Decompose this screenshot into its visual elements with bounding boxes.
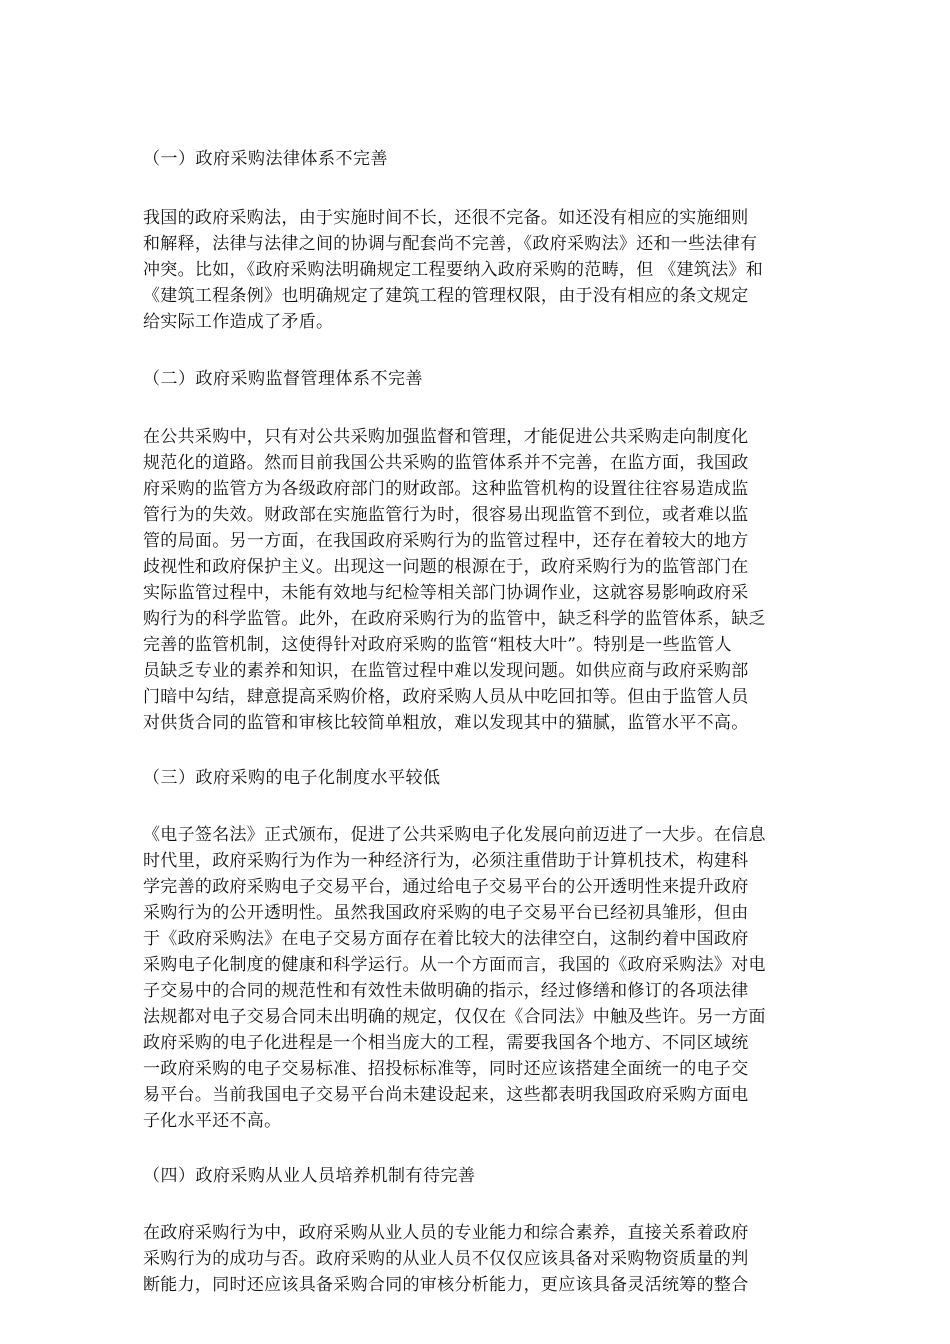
section-heading-3: （三）政府采购的电子化制度水平较低: [143, 768, 441, 788]
text-line: 给实际工作造成了矛盾。: [143, 312, 334, 332]
text-line: 易平台。当前我国电子交易平台尚未建设起来，这些都表明我国政府采购方面电: [143, 1085, 749, 1105]
text-line: 一政府采购的电子交易标准、招投标标准等，同时还应该搭建全面统一的电子交: [143, 1059, 749, 1079]
text-line: 时代里，政府采购行为作为一种经济行为，必须注重借助于计算机技术，构建科: [143, 851, 749, 871]
text-line: 法规都对电子交易合同未出明确的规定，仅仅在《合同法》中触及些许。另一方面: [143, 1007, 766, 1027]
text-line: 政府采购的电子化进程是一个相当庞大的工程，需要我国各个地方、不同区域统: [143, 1033, 749, 1053]
paragraph-2: [143, 424, 803, 736]
text-line: 冲突。比如，《政府采购法明确规定工程要纳入政府采购的范畴，但 《建筑法》和: [143, 260, 764, 280]
section-heading-1: （一）政府采购法律体系不完善: [143, 149, 388, 169]
text-line: 《电子签名法》正式颁布，促进了公共采购电子化发展向前迈进了一大步。在信息: [143, 825, 766, 845]
text-line: 和解释，法律与法律之间的协调与配套尚不完善，《政府采购法》还和一些法律有: [143, 234, 758, 254]
text-line: 于《政府采购法》在电子交易方面存在着比较大的法律空白，这制约着中国政府: [143, 929, 749, 949]
text-line: 规范化的道路。然而目前我国公共采购的监管体系并不完善，在监方面，我国政: [143, 453, 749, 473]
text-line: 实际监管过程中，未能有效地与纪检等相关部门协调作业，这就容易影响政府采: [143, 583, 749, 603]
text-line: 购行为的科学监管。此外，在政府采购行为的监管中，缺乏科学的监管体系，缺乏: [143, 609, 766, 629]
text-line: 子化水平还不高。: [143, 1111, 282, 1131]
section-heading-2: （二）政府采购监督管理体系不完善: [143, 369, 423, 389]
text-line: 《建筑工程条例》也明确规定了建筑工程的管理权限，由于没有相应的条文规定: [143, 286, 749, 306]
paragraph-1: [143, 205, 803, 335]
document-page: [143, 147, 803, 1298]
text-line: 府采购的监管方为各级政府部门的财政部。这种监管机构的设置往往容易造成监: [143, 479, 749, 499]
text-line: 在公共采购中，只有对公共采购加强监督和管理，才能促进公共采购走向制度化: [143, 427, 749, 447]
text-line: 在政府采购行为中，政府采购从业人员的专业能力和综合素养，直接关系着政府: [143, 1223, 749, 1243]
text-line: 采购行为的公开透明性。虽然我国政府采购的电子交易平台已经初具雏形，但由: [143, 903, 749, 923]
text-line: 管的局面。另一方面，在我国政府采购行为的监管过程中，还存在着较大的地方: [143, 531, 749, 551]
paragraph-4: [143, 1220, 803, 1298]
text-line: 学完善的政府采购电子交易平台，通过给电子交易平台的公开透明性来提升政府: [143, 877, 749, 897]
text-line: 断能力，同时还应该具备采购合同的审核分析能力，更应该具备灵活统筹的整合: [143, 1275, 749, 1295]
text-line: 采购电子化制度的健康和科学运行。从一个方面而言，我国的《政府采购法》对电: [143, 955, 766, 975]
text-line: 子交易中的合同的规范性和有效性未做明确的指示，经过修缮和修订的各项法律: [143, 981, 749, 1001]
section-heading-4: （四）政府采购从业人员培养机制有待完善: [143, 1166, 476, 1186]
text-line: 门暗中勾结，肆意提高采购价格，政府采购人员从中吃回扣等。但由于监管人员: [143, 687, 749, 707]
text-line: 歧视性和政府保护主义。出现这一问题的根源在于，政府采购行为的监管部门在: [143, 557, 749, 577]
text-line: 我国的政府采购法，由于实施时间不长，还很不完备。如还没有相应的实施细则: [143, 208, 749, 228]
paragraph-3: [143, 822, 803, 1134]
text-line: 采购行为的成功与否。政府采购的从业人员不仅仅应该具备对采购物资质量的判: [143, 1249, 749, 1269]
text-line: 对供货合同的监管和审核比较简单粗放，难以发现其中的猫腻，监管水平不高。: [143, 713, 749, 733]
text-line: 完善的监管机制，这使得针对政府采购的监管“粗枝大叶”。特别是一些监管人: [143, 635, 732, 655]
text-line: 管行为的失效。财政部在实施监管行为时，很容易出现监管不到位，或者难以监: [143, 505, 749, 525]
text-line: 员缺乏专业的素养和知识，在监管过程中难以发现问题。如供应商与政府采购部: [143, 661, 749, 681]
